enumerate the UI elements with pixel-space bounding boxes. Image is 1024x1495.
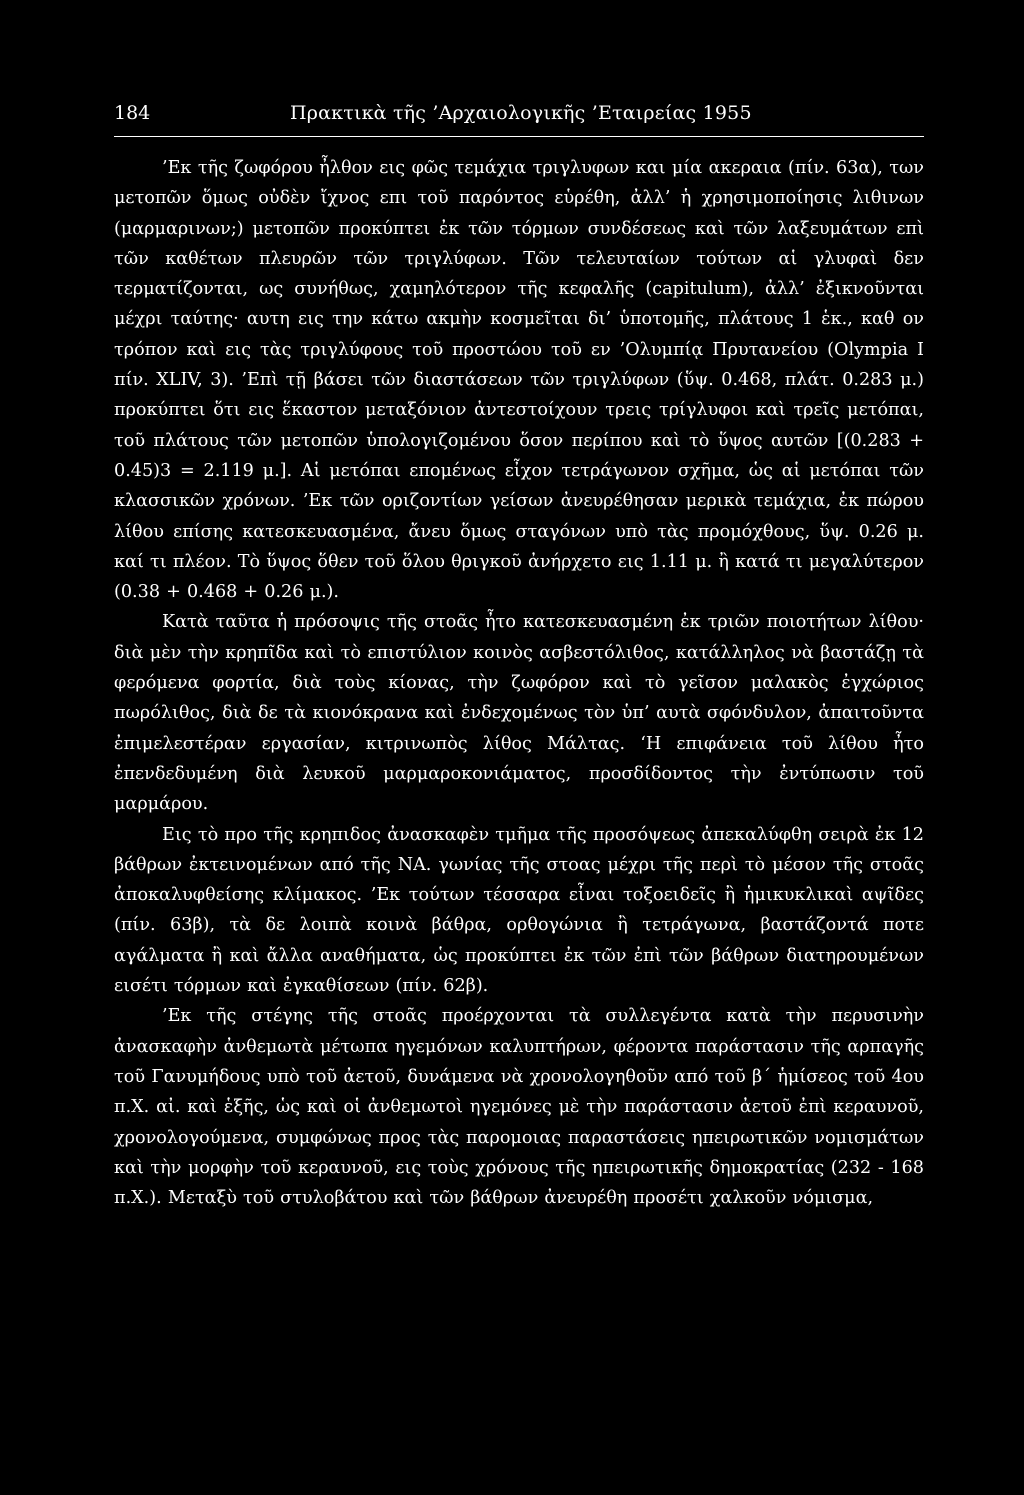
paragraph-materials: Κατὰ ταῦτα ἡ πρόσοψις τῆς στοᾶς ἦτο κατεσκευασμένη ἐκ τριῶν ποιοτήτων λίθου· διὰ μὲν τὴν κρηπῖδα καὶ τὸ επιστύλιον κοινὸς ασβεστόλιθος, κατάλληλος νὰ βαστάζῃ τὰ φερόμενα φορτία, διὰ τοὺς κίονας, τὴν ζωφόρον καὶ τὸ γεῖσον μαλακὸς ἐγχώριος πωρόλιθος, διὰ δε τὰ κιονόκρανα καὶ ἐνδεχομένως τὸν ὑπ’ αυτὰ σφόνδυλον, ἀπαιτοῦντα ἐπιμελεστέραν εργασίαν, κιτρινωπὸς λίθος Μάλτας. ‘Η επιφάνεια τοῦ λίθου ἦτο ἐπενδεδυμένη διὰ λευκοῦ μαρμαροκονιάματος, προσδίδοντος τὴν ἐντύπωσιν τοῦ μαρμάρου.: [114, 612, 924, 815]
paragraph-roof: ’Εκ τῆς στέγης τῆς στοᾶς προέρχονται τὰ συλλεγέντα κατὰ τὴν περυσινὴν ἀνασκαφὴν ἀνθεμωτὰ μέτωπα ηγεμόνων καλυπτήρων, φέροντα παράστασιν τῆς αρπαγῆς τοῦ Γανυμήδους υπὸ τοῦ ἀετοῦ, δυνάμενα νὰ χρονολογηθοῦν από τοῦ β΄ ἡμίσεος τοῦ 4ου π.Χ. αἰ. καὶ ἑξῆς, ὡς καὶ οἱ ἀνθεμωτοὶ ηγεμόνες μὲ τὴν παράστασιν ἀετοῦ ἐπὶ κεραυνοῦ, χρονολογούμενα, συμφώνως προς τὰς παρομοιας παραστάσεις ηπειρωτικῶν νομισμάτων καὶ τὴν μορφὴν τοῦ κεραυνοῦ, εις τοὺς χρόνους τῆς ηπειρωτικῆς δημοκρατίας (232 - 168 π.Χ.). Μεταξὺ τοῦ στυλοβάτου καὶ τῶν βάθρων ἀνευρέθη προσέτι χαλκοῦν νόμισμα,: [114, 1006, 924, 1209]
header-rule: [114, 136, 924, 137]
running-head: [114, 96, 924, 130]
running-title: Πρακτικὰ τῆς ’Αρχαιολογικῆς ’Εταιρείας 1955: [290, 102, 752, 124]
paragraph-frieze: ’Εκ τῆς ζωφόρου ἦλθον εις φῶς τεμάχια τριγλυφων και μία ακεραια (πίν. 63α), των μετοπῶν ὅμως οὐδὲν ἴχνος επι τοῦ παρόντος εὑρέθη, ἀλλ’ ἡ χρησιμοποίησις λιθινων (μαρμαρινων;) μετοπῶν προκύπτει ἐκ τῶν τόρμων συνδέσεως καὶ τῶν λαξευμάτων επὶ τῶν καθέτων πλευρῶν τῶν τριγλύφων. Τῶν τελευταίων τούτων αἱ γλυφαὶ δεν τερματίζονται, ως συνήθως, χαμηλότερον τῆς κεφαλῆς (capitulum), ἀλλ’ ἐξικνοῦνται μέχρι ταύτης· αυτη εις την κάτω ακμὴν κοσμεῖται δι’ ὑποτομῆς, πλάτους 1 ἑκ., καθ ον τρόπον καὶ εις τὰς τριγλύφους τοῦ προστώου τοῦ εν ’Ολυμπίᾳ Πρυτανείου (Olympia I πίν. XLIV, 3). ’Επὶ τῇ βάσει τῶν διαστάσεων τῶν τριγλύφων (ὕψ. 0.468, πλάτ. 0.283 μ.) προκύπτει ὅτι εις ἕκαστον μεταξόνιον ἀντεστοίχουν τρεις τρίγλυφοι καὶ τρεῖς μετόπαι, τοῦ πλάτους τῶν μετοπῶν ὑπολογιζομένου ὅσον περίπου καὶ τὸ ὕψος αυτῶν [(0.283 + 0.45)3 = 2.119 μ.]. Αἱ μετόπαι επομένως εἶχον τετράγωνον σχῆμα, ὡς αἱ μετόπαι τῶν κλασσικῶν χρόνων. ’Εκ τῶν οριζοντίων γείσων ἀνευρέθησαν μερικὰ τεμάχια, ἐκ πώρου λίθου επίσης κατεσκευασμένα, ἄνευ ὅμως σταγόνων υπὸ τὰς προμόχθους, ὕψ. 0.26 μ. καί τι πλέον. Τὸ ὕψος ὅθεν τοῦ ὅλου θριγκοῦ ἀνήρχετο εις 1.11 μ. ἢ κατά τι μεγαλύτερον (0.38 + 0.468 + 0.26 μ.).: [114, 158, 924, 603]
paragraph-bases: Εις τὸ προ τῆς κρηπιδος ἀνασκαφὲν τμῆμα τῆς προσόψεως ἀπεκαλύφθη σειρὰ ἐκ 12 βάθρων ἐκτεινομένων από τῆς ΝΑ. γωνίας τῆς στοας μέχρι τῆς περὶ τὸ μέσον τῆς στοᾶς ἀποκαλυφθείσης κλίμακος. ’Εκ τούτων τέσσαρα εἶναι τοξοειδεῖς ἢ ἡμικυκλικαὶ αψῖδες (πίν. 63β), τὰ δε λοιπὰ κοινὰ βάθρα, ορθογώνια ἢ τετράγωνα, βαστάζοντά ποτε αγάλματα ἢ καὶ ἄλλα αναθήματα, ὡς προκύπτει ἐκ τῶν ἐπὶ τῶν βάθρων διατηρουμένων εισέτι τόρμων καὶ ἐγκαθίσεων (πίν. 62β).: [114, 824, 924, 997]
page-number: 184: [114, 102, 151, 124]
book-page: [114, 96, 924, 1213]
